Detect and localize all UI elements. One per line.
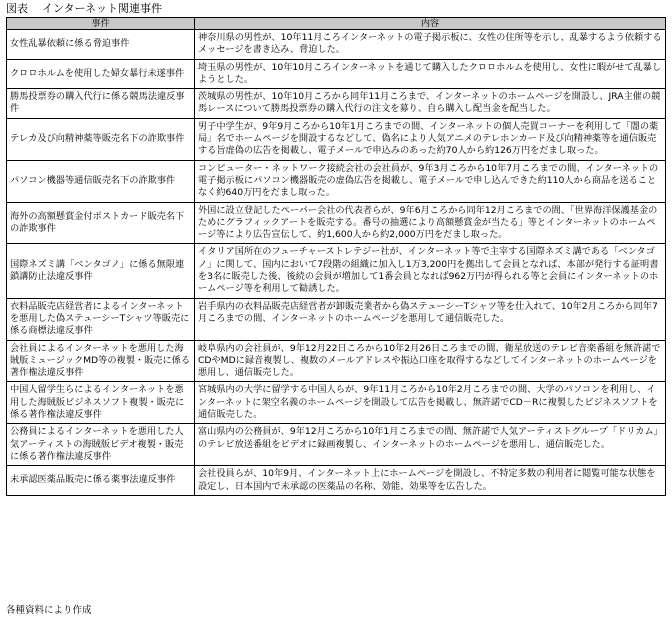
incidents-table bbox=[6, 17, 666, 496]
source-footnote: 各種資料により作成 bbox=[6, 605, 92, 616]
table-header-row bbox=[7, 18, 666, 30]
case-name-cell: 勝馬投票券の購入代行に係る競馬法違反事件 bbox=[7, 89, 195, 119]
table-row bbox=[7, 89, 666, 119]
case-name-cell: 国際ネズミ講「ベンタゴノ」に係る無限連鎖講防止法違反事件 bbox=[7, 244, 195, 298]
case-name-cell: テレカ及び向精神薬等販売名下の詐欺事件 bbox=[7, 118, 195, 160]
figure-title-text: インターネット関連事件 bbox=[42, 2, 163, 15]
table-row bbox=[7, 30, 666, 60]
case-content-cell: 会社役員らが、10年9月、インターネット上にホームページを開設し、不特定多数の利用者に閲覧可能な状態を設定し、日本国内で未承認の医薬品の名称、効能、効果等を広告した。 bbox=[195, 466, 666, 496]
table-row bbox=[7, 59, 666, 89]
case-content-cell: 岩手県内の衣料品販売店経営者が卸販売業者から偽ステューシーTシャツ等を仕入れて、10年2月ころから同年7月ころまでの間、インターネットのホームページを悪用して通信販売した。 bbox=[195, 298, 666, 340]
case-content-cell: 宮城県内の大学に留学する中国人らが、9年11月ころから10年2月ころまでの間、大学のパソコンを利用し、インターネットに架空名義のホームページを開設して広告を掲載し、無許諾でCD－Rに複製したビジネスソフトを通信販売した。 bbox=[195, 382, 666, 424]
table-row bbox=[7, 202, 666, 244]
case-name-cell: 公務員によるインターネットを悪用した人気アーティストの海賊版ビデオ複製・販売に係る著作権法違反事件 bbox=[7, 424, 195, 466]
table-row bbox=[7, 244, 666, 298]
case-name-cell: 女性乱暴依頼に係る脅迫事件 bbox=[7, 30, 195, 60]
table-row bbox=[7, 340, 666, 382]
case-content-cell: 茨城県の男性が、10年10月ころから同年11月ころまで、インターネットのホームページを開設し、JRA主催の競馬レースについて勝馬投票券の購入代行の注文を募り、自ら購入し配当金を配当した。 bbox=[195, 89, 666, 119]
table-row bbox=[7, 118, 666, 160]
case-content-cell: 男子中学生が、9年9月ころから10年1月ころまでの間、インターネットの個人売買コーナーを利用して「闇の薬局」名でホームページを開設するなどして、偽名により人気アニメのテレホンカード及び向精神薬等を通信販売する旨虚偽の広告を掲載し、電子メールで申込みのあった約70人から約126万円をだまし取った。 bbox=[195, 118, 666, 160]
case-content-cell: コンピューター・ネットワーク接続会社の会社員が、9年3月ころから10年7月ころまでの間、インターネットの電子掲示板にパソコン機器販売の虚偽広告を掲載し、電子メールで申し込んできた約110人から商品を送ることなく約640万円をだまし取った。 bbox=[195, 160, 666, 202]
case-name-cell: 海外の高額懸賞金付ポストカード販売名下の詐欺事件 bbox=[7, 202, 195, 244]
figure-title bbox=[6, 2, 162, 15]
table-row bbox=[7, 160, 666, 202]
case-name-cell: 会社員によるインターネットを悪用した海賊版ミュージックMD等の複製・販売に係る著作権法違反事件 bbox=[7, 340, 195, 382]
case-content-cell: 外国に設立登記したペーパー会社の代表者らが、9年6月ころから同年12月ころまでの間、「世界海洋保護基金のためにグラフィックアートを販売する。番号の抽選により高額懸賞金が当たる」等とインターネットのホームページ等により広告宣伝して、約1,600人から約2,000万円をだまし取った。 bbox=[195, 202, 666, 244]
table-row bbox=[7, 466, 666, 496]
column-header-case: 事件 bbox=[7, 18, 195, 30]
table-row bbox=[7, 382, 666, 424]
table-row bbox=[7, 424, 666, 466]
column-header-content: 内容 bbox=[195, 18, 666, 30]
case-content-cell: イタリア国所在のフューチャーストレテジー社が、インターネット等で主宰する国際ネズミ講である「ベンタゴノ」に関して、国内において7段階の組織に加入し1万3,200円を拠出して会員となれば、本部が発行する証明書を3名に販売した後、後続の会員が増加して1番会員となれば962万円が得られる等と会員にインターネットのホームページ等を利用して勧誘した。 bbox=[195, 244, 666, 298]
case-name-cell: パソコン機器等通信販売名下の詐欺事件 bbox=[7, 160, 195, 202]
case-name-cell: 未承認医薬品販売に係る薬事法違反事件 bbox=[7, 466, 195, 496]
table-row bbox=[7, 298, 666, 340]
case-name-cell: 衣料品販売店経営者によるインターネットを悪用した偽ステューシーTシャツ等販売に係る商標法違反事件 bbox=[7, 298, 195, 340]
case-name-cell: 中国人留学生らによるインターネットを悪用した海賊版ビジネスソフト複製・販売に係る著作権法違反事件 bbox=[7, 382, 195, 424]
case-content-cell: 埼玉県の男性が、10年10月ころインターネットを通じて購入したクロロホルムを使用し、女性に暇がせて乱暴しようとした。 bbox=[195, 59, 666, 89]
case-content-cell: 神奈川県の男性が、10年11月ころインターネットの電子掲示板に、女性の住所等を示し、乱暴するよう依頼するメッセージを書き込み、脅迫した。 bbox=[195, 30, 666, 60]
figure-label: 図表 bbox=[6, 2, 28, 15]
case-name-cell: クロロホルムを使用した婦女暴行未遂事件 bbox=[7, 59, 195, 89]
case-content-cell: 岐阜県内の会社員が、9年12月22日ころから10年2月26日ころまでの間、衛星放送のテレビ音楽番組を無許諾でCDやMDに録音複製し、複数のメールアドレスや振込口座を取得するなどしてインターネットのホームページを悪用し、通信販売した。 bbox=[195, 340, 666, 382]
case-content-cell: 富山県内の公務員が、9年12月ころから10年1月ころまでの間、無許諾で人気アーティストグループ「ドリカム」のテレビ放送番組をビデオに録画複製し、インターネットのホームページを悪用し、通信販売した。 bbox=[195, 424, 666, 466]
